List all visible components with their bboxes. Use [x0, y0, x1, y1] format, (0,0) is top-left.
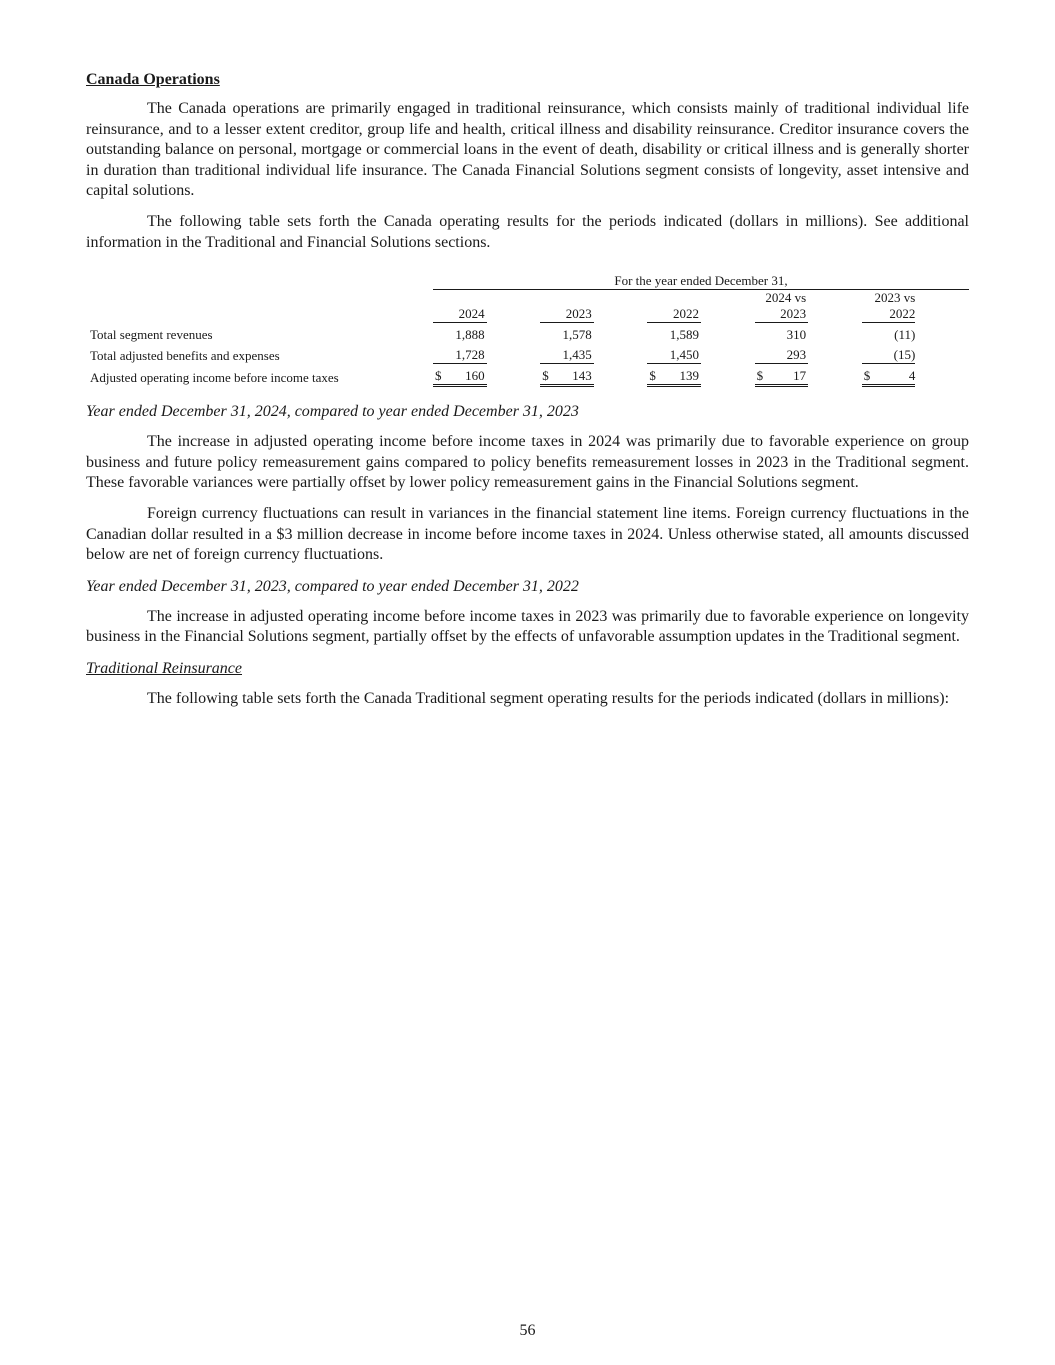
currency-symbol: $	[649, 368, 656, 384]
table-group-header: For the year ended December 31,	[433, 269, 969, 290]
cell-value: 310	[786, 327, 807, 343]
comparison-2023-paragraph: The increase in adjusted operating income before income taxes in 2023 was primarily due to favorable experience on longevity business in the Financial Solutions segment, partially offset by the effects of unfavorable assumption updates in the Traditional segment.	[86, 607, 969, 646]
cell-value: $ 160	[433, 364, 487, 386]
currency-symbol: $	[756, 368, 764, 384]
row-label: Total adjusted benefits and expenses	[90, 347, 280, 363]
currency-symbol: $	[542, 368, 549, 384]
column-header: 2023	[540, 290, 594, 323]
comparison-2024-paragraph: The increase in adjusted operating income before income taxes in 2024 was primarily due to favorable experience on group business and future policy remeasurement gains compared to policy benefits remeasurement losses in 2023 in the Traditional segment. These favorable variances were partially offset by lower policy remeasurement gains in the Financial Solutions segment.	[86, 433, 969, 492]
column-header: 2024	[433, 290, 487, 323]
row-label: Adjusted operating income before income taxes	[90, 369, 339, 385]
cell-value: 1,589	[669, 327, 699, 343]
cell-value: 293	[786, 347, 807, 363]
cell-value: 1,888	[455, 327, 485, 343]
table-intro-paragraph: The following table sets forth the Canada operating results for the periods indicated (dollars in millions). See additional information in the Traditional and Financial Solutions sections.	[86, 212, 969, 251]
cell-value: 1,450	[669, 347, 699, 363]
cell-value: (15)	[893, 347, 916, 363]
cell-value: $ 17	[755, 364, 809, 386]
cell-value: $ 143	[540, 364, 594, 386]
comparison-2024-heading: Year ended December 31, 2024, compared to year ended December 31, 2023	[86, 403, 579, 421]
section-title: Canada Operations	[86, 71, 220, 88]
currency-symbol: $	[863, 368, 871, 384]
table-row	[86, 364, 969, 386]
cell-value: 1,578	[562, 327, 592, 343]
cell-value: 1,728	[455, 347, 485, 363]
column-header: 2022	[647, 290, 701, 323]
cell-value: $ 139	[647, 364, 701, 386]
cell-value: 1,435	[562, 347, 592, 363]
row-label: Total segment revenues	[90, 327, 213, 343]
currency-paragraph: Foreign currency fluctuations can result in variances in the financial statement line items. Foreign currency fluctuations in the Canadian dollar resulted in a $3 million decrease in income before income taxes in 2024. Unless otherwise stated, all amounts discussed below are net of foreign currency fluctuations.	[86, 504, 969, 564]
column-header: 2024 vs 2023	[755, 290, 809, 323]
intro-paragraph: The Canada operations are primarily engaged in traditional reinsurance, which consists mainly of traditional individual life reinsurance, and to a lesser extent creditor, group life and health, critical illness and disability reinsurance. Creditor insurance covers the outstanding balance on personal, mortgage or commercial loans in the event of death, disability or critical illness and is generally shorter in duration than traditional individual life insurance. The Canada Financial Solutions segment consists of longevity, asset intensive and capital solutions.	[86, 100, 969, 200]
canada-operating-results-table	[86, 269, 969, 387]
table-row	[86, 323, 969, 344]
table-row	[86, 343, 969, 364]
cell-value: (11)	[894, 327, 916, 343]
traditional-heading: Traditional Reinsurance	[86, 659, 242, 677]
page-content	[86, 69, 969, 720]
currency-symbol: $	[435, 368, 442, 384]
traditional-paragraph: The following table sets forth the Canada Traditional segment operating results for the periods indicated (dollars in millions):	[147, 689, 950, 707]
column-header: 2023 vs 2022	[862, 290, 916, 323]
page-number: 56	[519, 1322, 536, 1339]
comparison-2023-heading: Year ended December 31, 2023, compared to year ended December 31, 2022	[86, 577, 579, 595]
cell-value: $ 4	[862, 364, 916, 386]
